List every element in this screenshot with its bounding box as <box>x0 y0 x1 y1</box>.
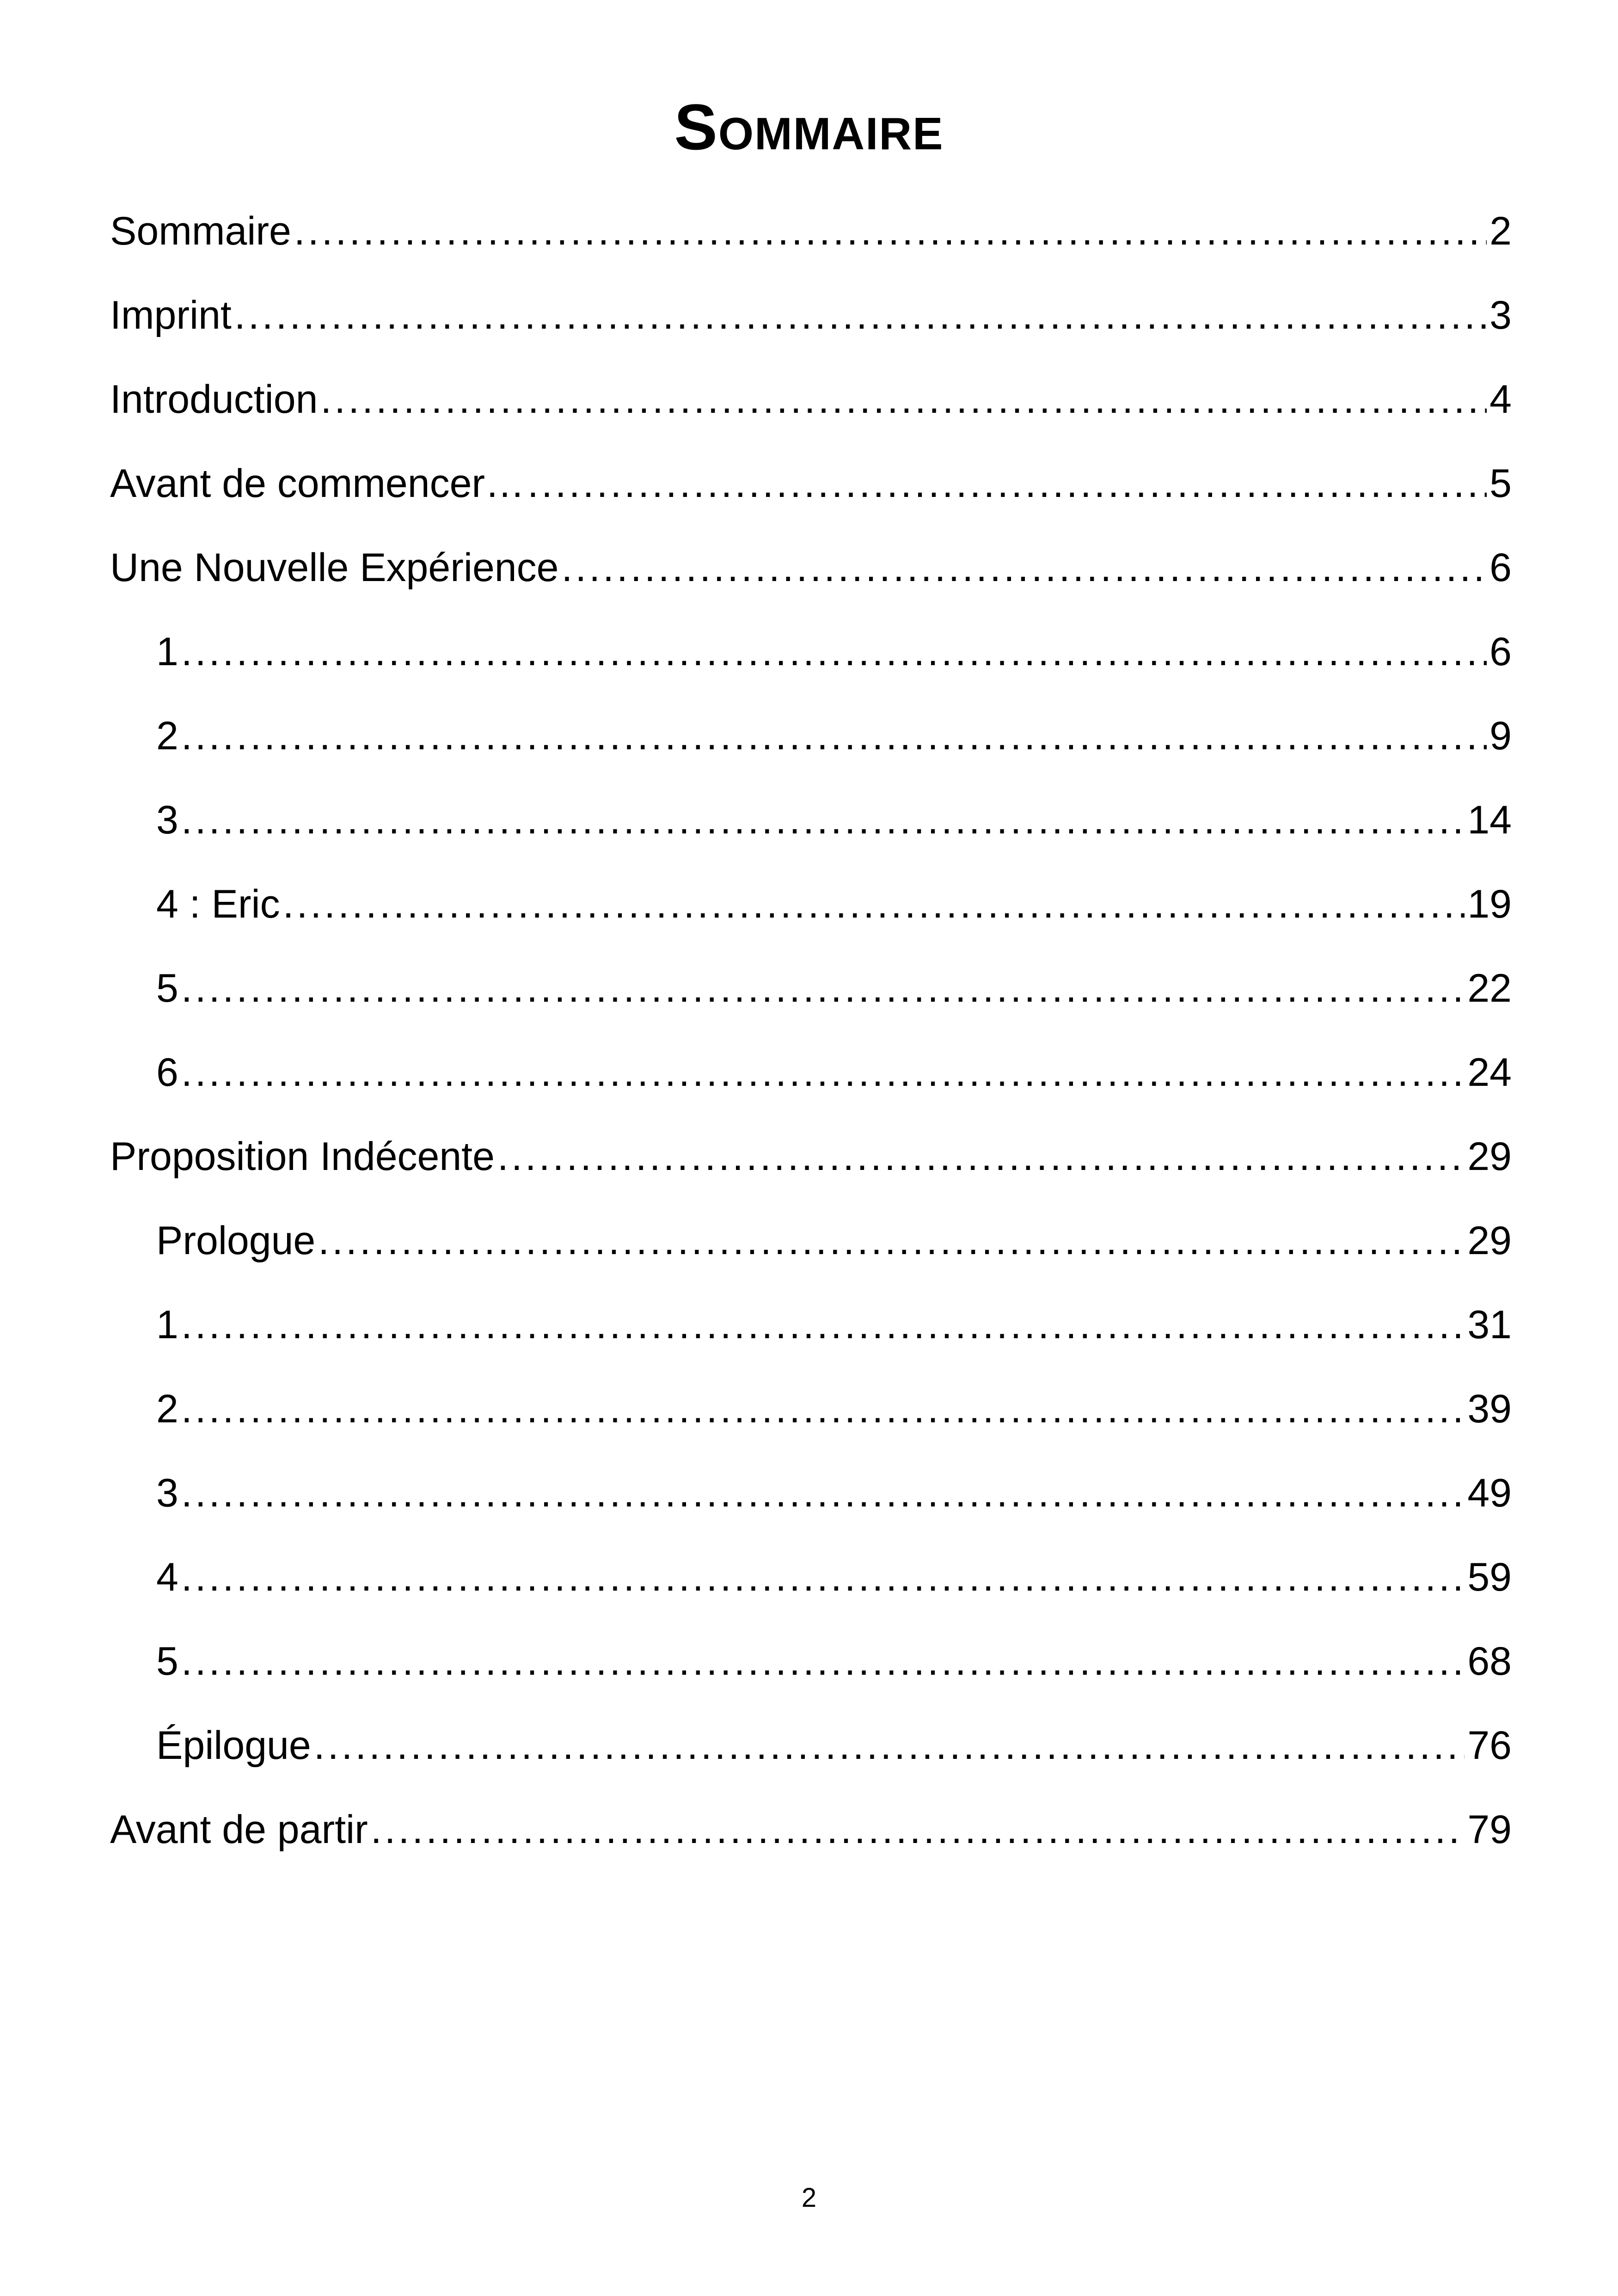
toc-entry-page: 6 <box>1489 630 1512 674</box>
toc-entry-label: 1 <box>156 630 178 674</box>
toc-entry-page: 5 <box>1489 461 1512 506</box>
toc-dot-leader <box>181 704 1487 768</box>
toc-entry-page: 76 <box>1467 1723 1512 1768</box>
toc-entry-page: 9 <box>1489 714 1512 758</box>
toc-entry-page: 31 <box>1467 1303 1512 1347</box>
toc-entry[interactable] <box>110 1040 1512 1124</box>
toc-entry-label: Imprint <box>110 293 232 337</box>
toc-entry-page: 39 <box>1467 1387 1512 1431</box>
page-title: Sommaire <box>674 91 944 163</box>
toc-entry[interactable] <box>110 1377 1512 1461</box>
toc-entry-page: 2 <box>1489 209 1512 253</box>
toc-entry-label: Introduction <box>110 377 318 422</box>
toc-entry[interactable] <box>110 956 1512 1040</box>
toc-dot-leader <box>561 535 1487 600</box>
toc-dot-leader <box>181 1292 1465 1357</box>
toc-dot-leader <box>314 1713 1465 1778</box>
toc-dot-leader <box>181 1040 1465 1105</box>
toc-entry-page: 4 <box>1489 377 1512 422</box>
toc-dot-leader <box>181 1461 1465 1525</box>
toc-entry-label: 2 <box>156 714 178 758</box>
toc-entry-page: 49 <box>1467 1471 1512 1515</box>
toc-entry[interactable] <box>110 1629 1512 1713</box>
toc-dot-leader <box>234 283 1487 348</box>
toc-entry-page: 22 <box>1467 966 1512 1010</box>
toc-entry[interactable] <box>110 367 1512 451</box>
toc-entry-label: 6 <box>156 1050 178 1095</box>
toc-entry-label: Épilogue <box>156 1723 311 1768</box>
toc-entry[interactable] <box>110 619 1512 704</box>
toc-entry[interactable] <box>110 1124 1512 1208</box>
toc-entry[interactable] <box>110 283 1512 367</box>
toc-dot-leader <box>181 788 1465 852</box>
toc-entry-label: Avant de partir <box>110 1807 368 1852</box>
toc-entry-page: 3 <box>1489 293 1512 337</box>
toc-entry[interactable] <box>110 1713 1512 1797</box>
toc-dot-leader <box>181 1545 1465 1610</box>
toc-entry[interactable] <box>110 1797 1512 1881</box>
toc-entry[interactable] <box>110 788 1512 872</box>
toc-entry[interactable] <box>110 1208 1512 1292</box>
toc-entry-label: 5 <box>156 966 178 1010</box>
toc-entry-page: 6 <box>1489 545 1512 590</box>
toc-entry[interactable] <box>110 1292 1512 1377</box>
toc-dot-leader <box>181 1629 1465 1694</box>
toc-entry[interactable] <box>110 451 1512 535</box>
toc-entry[interactable] <box>110 199 1512 283</box>
toc-entry[interactable] <box>110 872 1512 956</box>
toc-entry-label: Avant de commencer… <box>110 461 525 506</box>
toc-dot-leader <box>181 1377 1465 1441</box>
toc-dot-leader <box>181 619 1487 684</box>
toc-entry-page: 68 <box>1467 1639 1512 1684</box>
toc-dot-leader <box>497 1124 1465 1189</box>
toc-dot-leader <box>294 199 1487 263</box>
toc-entry[interactable] <box>110 1461 1512 1545</box>
toc-entry-label: 5 <box>156 1639 178 1684</box>
toc-entry[interactable] <box>110 535 1512 619</box>
toc-dot-leader <box>318 1208 1465 1273</box>
toc-entry-label: 1 <box>156 1303 178 1347</box>
toc-entry-label: 3 <box>156 1471 178 1515</box>
toc-entry-page: 19 <box>1467 882 1512 926</box>
table-of-contents <box>110 199 1512 1881</box>
toc-entry-label: 4 <box>156 1555 178 1599</box>
toc-entry-label: 4 : Eric <box>156 882 280 926</box>
toc-entry-label: Prologue <box>156 1218 316 1263</box>
toc-dot-leader <box>181 956 1465 1021</box>
toc-entry-label: 2 <box>156 1387 178 1431</box>
toc-entry[interactable] <box>110 704 1512 788</box>
toc-entry-label: 3 <box>156 798 178 842</box>
toc-entry-page: 29 <box>1467 1218 1512 1263</box>
toc-dot-leader <box>283 872 1465 937</box>
toc-entry-page: 29 <box>1467 1134 1512 1179</box>
toc-entry-page: 79 <box>1467 1807 1512 1852</box>
toc-entry-page: 14 <box>1467 798 1512 842</box>
page-number: 2 <box>801 2183 817 2213</box>
toc-entry-label: Une Nouvelle Expérience <box>110 545 559 590</box>
toc-dot-leader <box>527 451 1487 516</box>
toc-entry-label: Sommaire <box>110 209 291 253</box>
toc-entry[interactable] <box>110 1545 1512 1629</box>
toc-entry-page: 24 <box>1467 1050 1512 1095</box>
toc-dot-leader <box>320 367 1487 432</box>
toc-entry-label: Proposition Indécente <box>110 1134 495 1179</box>
toc-dot-leader <box>371 1797 1465 1862</box>
toc-entry-page: 59 <box>1467 1555 1512 1599</box>
